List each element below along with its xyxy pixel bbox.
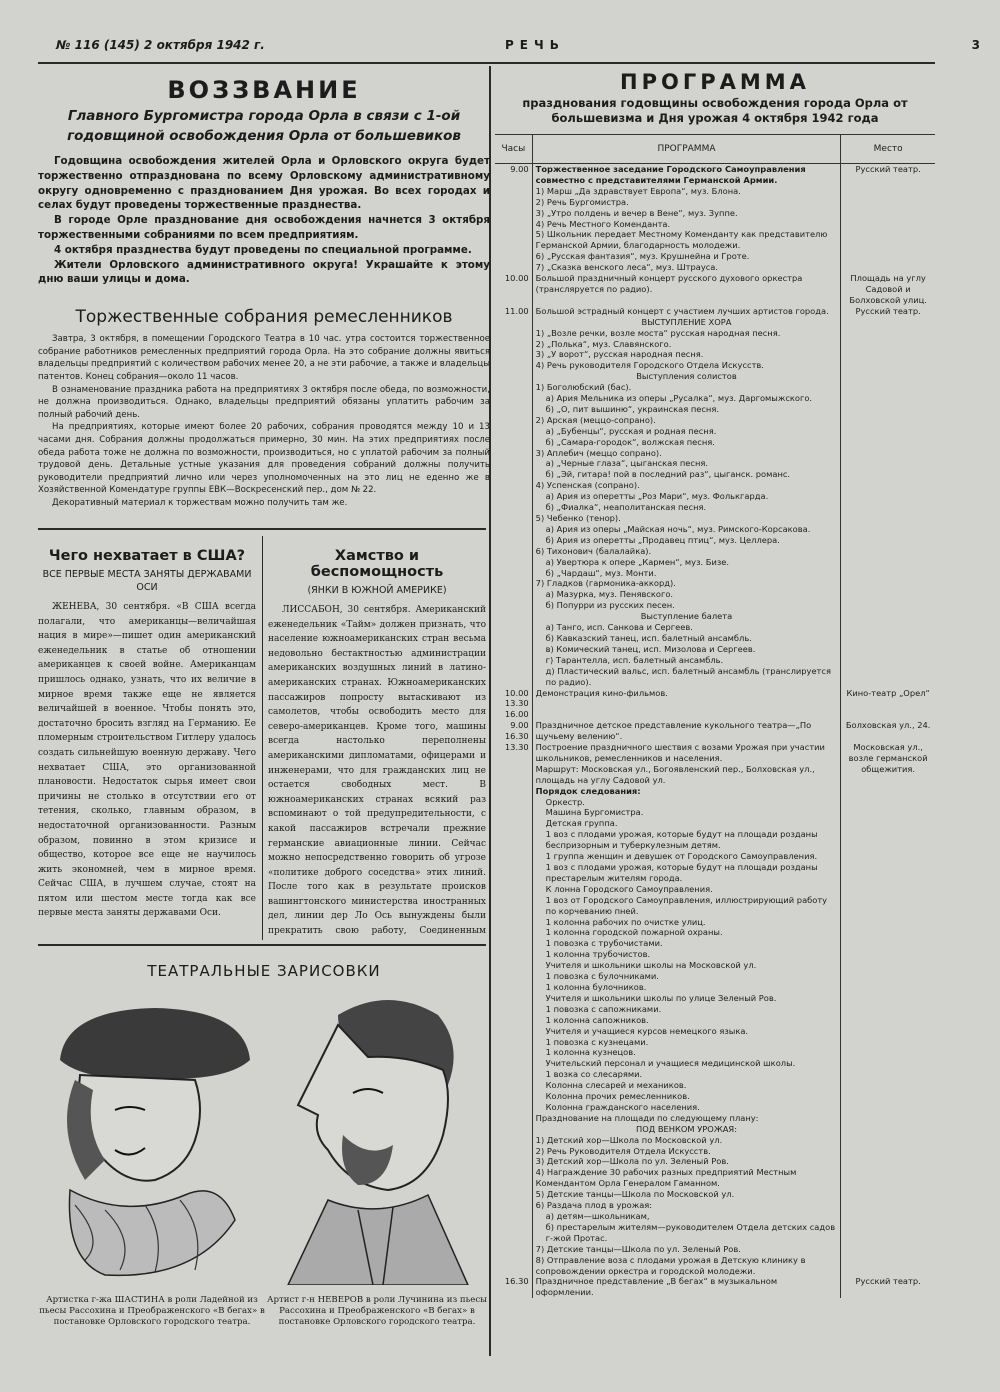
appeal-title: ВОЗЗВАНИЕ (167, 76, 361, 104)
program-line: 1 колонна булочников. (545, 981, 647, 992)
program-time: 16.30 (495, 1276, 532, 1298)
program-line: б) Кавказский танец, исп. балетный ансамбль. (545, 632, 752, 643)
section-rule-2 (38, 944, 486, 946)
usa-title: Чего нехватает в США? (48, 548, 246, 564)
program-place: Площадь на углу Садовой и Болховской улиц. (849, 273, 927, 305)
program-line: 1 повозка с трубочистами. (545, 938, 663, 949)
actress-sketch (45, 990, 260, 1285)
program-line: 4) Награждение 30 рабочих разных предприятий Местным Комендантом Орла Генералом Гаманном. (535, 1167, 797, 1189)
program-line: 1) Марш „Да здравствует Европа“, муз. Блона. (535, 185, 741, 196)
program-line: б) „Фиалка“, неаполитанская песня. (545, 502, 707, 513)
program-line: а) Ария из оперы „Майская ночь“, муз. Римского-Корсакова. (545, 523, 811, 534)
program-line: 7) „Сказка венского леса“, муз. Штрауса. (535, 262, 719, 273)
program-row (495, 688, 935, 721)
program-line: 6) „Русская фантазия“, муз. Крушнейна и Гроте. (535, 251, 750, 262)
appeal-paragraph: Годовщина освобождения жителей Орла и Орловского округа будет торжественно отпразднована по всему Орловскому административному округу одновременно с празднованием Дня урожая. Во всех городах и селах будут проведены торжественные празднества. (38, 155, 490, 212)
program-line: б) „Самара-городок“, волжская песня. (545, 436, 715, 447)
program-place: Русский театр. (855, 164, 921, 174)
sketches-title: ТЕАТРАЛЬНЫЕ ЗАРИСОВКИ (147, 962, 381, 980)
program-line: 4) Успенская (сопрано). (535, 480, 640, 491)
appeal-paragraph: 4 октября празднества будут проведены по специальной программе. (54, 243, 472, 256)
program-line: 4) Речь Местного Коменданта. (535, 218, 671, 229)
program-line: 2) „Полька“, муз. Славянского. (535, 338, 672, 349)
program-row (495, 164, 935, 274)
program-line: 4) Речь руководителя Городского Отдела Искусств. (535, 360, 764, 371)
latam-article (268, 546, 486, 940)
program-line: 3) „Утро полдень и вечер в Вене“, муз. Зуппе. (535, 207, 738, 218)
program-line: 2) Арская (меццо-сопрано). (535, 414, 656, 425)
program-line: Учителя и учащиеся курсов немецкого языка. (545, 1025, 749, 1036)
program-row (495, 306, 935, 688)
program-row (495, 720, 935, 742)
program-line: а) Увертюра к опере „Кармен“, муз. Бизе. (545, 556, 730, 567)
program-line: 3) „У ворот“, русская народная песня. (535, 349, 704, 360)
program-place: Русский театр. (855, 1276, 921, 1287)
program-line: б) „Эй, гитара! пой в последний раз“, цыганск. романс. (545, 469, 791, 480)
program-line: 1 колонна кузнецов. (545, 1047, 636, 1058)
usa-body: ЖЕНЕВА, 30 сентября. «В США всегда полагали, что американцы—величайшая нация в мире»—пишет один американский еженедельник в статье об отношении американцев к своей войне. Американцам пришлось однако, узнать, что их величие в мирное время также еще не является величайшей в военное. Чтобы понять это, достаточно бросить взгляд на Германию. Ее пломерным строительством Гитлеру удалось создать сильнейшую военную державу. Чего нехватает США, это организованной плановости. Недостаток сырья имеет свои причины не столько в отсутствии его от тетения, сколько, главным образом, в недостаточной организованности. Разным образом, повинно в этом кризисе и общество, которое все еще не научилось жить экономней, чем в мирное время. Сейчас США, в лучшем случае, стоят на пятом или шестом месте тогда как все первые места заняты державами Оси. (38, 602, 256, 919)
program-line: Колонна прочих ремесленников. (545, 1091, 690, 1102)
collar-shape (69, 1190, 235, 1275)
program-place: Болховская ул., 24. (845, 720, 931, 731)
program-line: 1 колонна сапожников. (545, 1014, 649, 1025)
section-rule-1 (38, 528, 486, 530)
latam-body: ЛИССАБОН, 30 сентября. Американский еженедельник «Тайм» должен признать, что население южноамериканских стран весьма недовольно бестактностью администрации американских воздушных линий в латино-американских странах. Южноамериканских пассажиров попросту вытаскивают из самолетов, чтобы освободить место для северо-американцев. Кроме того, машины всегда настолько переполнены американскими дипломатами, офицерами и инженерами, что для гражданских лиц не остается свободных мест. В южноамериканских странах всякий раз вспоминают о той предупредительности, с какой пассажиров встречали прежние германские авиационные линии. Сейчас можно непосредственно говорить об угрозе «политике доброго соседства» этих линий. После того как в результате происков вашингтонского министерства иностранных дел, линии дер Ло Ось вынуждены были прекратить свою работу, Соединенным (268, 605, 486, 937)
program-line: 1 воз от Городского Самоуправления, иллюстрирующий работу по корчеванию пней. (545, 894, 828, 916)
program-line: 7) Гладков (гармоника-аккорд). (535, 578, 676, 589)
program-line: 1 воз с плодами урожая, которые будут на площади розданы беспризорным и туберкулезным детям. (545, 829, 818, 851)
program-line: ПОД ВЕНКОМ УРОЖАЯ: (635, 1123, 737, 1134)
latam-title: Хамство и беспомощность (310, 548, 444, 580)
program-line: 5) Школьник передает Местному Коменданту как представителю Германской Армии, благодарность молодежи. (535, 229, 828, 251)
program-line: б) Попурри из русских песен. (545, 600, 675, 611)
program-line: 1 колонна городской пожарной охраны. (545, 927, 723, 938)
program-line: Маршрут: Московская ул., Богоявленский пер., Болховская ул., площадь на углу Садовой ул. (535, 763, 815, 785)
program-line: а) Мазурка, муз. Пенявского. (545, 589, 674, 600)
program-line: 1 колонна трубочистов. (545, 949, 651, 960)
program-title: ПРОГРАММА (620, 70, 810, 94)
page-number: 3 (971, 38, 980, 52)
program-line: Машина Бургомистра. (545, 807, 644, 818)
program-line: 1) Детский хор—Школа по Московской ул. (535, 1134, 723, 1145)
program-line: в) Комический танец, исп. Мизолова и Сергеев. (545, 643, 756, 654)
meetings-paragraph: Декоративный материал к торжествам можно получить там же. (52, 497, 348, 508)
hat-shape (60, 1008, 250, 1079)
program-line: 1 повозка с булочниками. (545, 971, 659, 982)
program-line: Большой праздничный концерт русского духового оркестра (трансляруется по радио). (535, 273, 803, 294)
program-items (532, 720, 841, 742)
program-line: Выступление балета (640, 611, 733, 622)
program-line: Учителя и школьники школы по улице Зеленый Ров. (545, 992, 777, 1003)
left-top-column (38, 70, 490, 525)
col-time-header: Часы (495, 135, 532, 164)
program-line: 8) Отправление воза с плодами урожая в Детскую клинику в сопровождении оркестра и городской молодежи. (535, 1254, 806, 1276)
program-line: 2) Речь Бургомистра. (535, 196, 629, 207)
program-place: Кино-театр „Орел“ (846, 687, 930, 698)
program-line: Учительский персонал и учащиеся медицинской школы. (545, 1058, 796, 1069)
program-line: Выступления солистов (636, 371, 737, 382)
program-time: 10.00 (495, 273, 532, 306)
program-time: 11.00 (495, 306, 532, 688)
program-time: 13.30 (495, 742, 532, 1276)
program-line: Учителя и школьники школы на Московской ул. (545, 960, 757, 971)
program-column (495, 70, 935, 1355)
program-line: Торжественное заседание Городского Самоуправления совместно с представителями Германской Армии. (535, 164, 806, 185)
col-place-header: Место (841, 135, 935, 164)
program-line: б) престарелым жителям—руководителем Отдела детских садов г-жой Протас. (545, 1221, 836, 1243)
program-line: 3) Аплебич (меццо сопрано). (535, 447, 662, 458)
meetings-paragraph: В ознаменование праздника работа на предприятиях 3 октября после обеда, по возможности, не должна производиться. Однако, владельцы предприятий обязаны уплатить рабочим за полный рабочий день. (38, 384, 490, 420)
program-row (495, 1276, 935, 1298)
usa-article (38, 546, 256, 940)
col-program-header: ПРОГРАММА (532, 135, 841, 164)
page-header (40, 38, 980, 58)
program-body (495, 164, 935, 1299)
program-line: а) Танго, исп. Санкова и Сергеев. (545, 622, 693, 633)
program-items (532, 742, 841, 1276)
program-line: а) Ария из оперетты „Роз Мари“, муз. Фолькгарда. (545, 491, 769, 502)
program-line: 1 воз с плодами урожая, которые будут на площади розданы престарелым жителям города. (545, 862, 818, 883)
program-line: 7) Детские танцы—Школа по ул. Зеленый Ров. (535, 1243, 741, 1254)
program-time: 9.00 (495, 164, 532, 274)
program-line: д) Пластический вальс, исп. балетный ансамбль (транслируется по радио). (545, 665, 831, 687)
program-time: 10.00 13.30 16.00 (495, 688, 532, 721)
program-line: Праздничное представление „В бегах“ в музыкальном оформлении. (535, 1276, 778, 1298)
program-row (495, 742, 935, 1276)
program-line: г) Тарантелла, исп. балетный ансамбль. (545, 654, 724, 665)
paper-name: РЕЧЬ (505, 38, 565, 52)
program-line: 1) „Возле речки, возле моста“ русская народная песня. (535, 327, 781, 338)
program-line: Колонна слесарей и механиков. (545, 1080, 687, 1091)
caption-left: Артистка г-жа ШАСТИНА в роли Ладейной из пьесы Рассохина и Преображенского «В бегах» в постановке Орловского городского театра. (39, 1295, 265, 1327)
program-items (532, 273, 841, 306)
actor-sketch (268, 985, 483, 1285)
appeal-subtitle: Главного Бургомистра города Орла в связи с 1-ой годовщиной освобождения Орла от большевиков (67, 108, 461, 144)
program-line: 5) Чебенко (тенор). (535, 513, 621, 523)
program-time: 9.00 16.30 (495, 720, 532, 742)
header-rule (38, 62, 935, 64)
program-place: Московская ул., возле германской общежития. (848, 742, 928, 774)
program-line: Большой эстрадный концерт с участием лучших артистов города. (535, 305, 829, 316)
program-line: б) „Чардаш“, муз. Монти. (545, 567, 657, 578)
program-line: Оркестр. (545, 796, 585, 807)
program-line: б) „О, пит вышиню“, украинская песня. (545, 403, 719, 414)
program-line: а) „Бубенцы“, русская и родная песня. (545, 425, 717, 436)
article-divider (262, 536, 263, 940)
program-line: 1) Боголюбский (бас). (535, 382, 632, 393)
program-line: 1 повозка с сапожниками. (545, 1003, 662, 1014)
program-line: Демонстрация кино-фильмов. (535, 687, 668, 698)
program-line: Построение праздничного шествия с возами Урожая при участии школьников, ремесленников и населения. (535, 742, 825, 763)
program-items (532, 688, 841, 721)
appeal-paragraph: В городе Орле празднование дня освобождения начнется 3 октября торжественными собраниями по всем предприятиям. (38, 214, 490, 241)
program-line: б) Ария из оперетты „Продавец птиц“, муз. Целлера. (545, 534, 780, 545)
program-items (532, 164, 841, 274)
program-line: К лонна Городского Самоуправления. (545, 883, 713, 894)
program-items (532, 1276, 841, 1298)
program-line: 1 повозка с кузнецами. (545, 1036, 649, 1047)
program-line: Праздничное детское представление кукольного театра—„По щучьему велению“. (535, 720, 812, 742)
issue-info: № 116 (145) 2 октября 1942 г. (56, 38, 265, 52)
program-line: 5) Детские танцы—Школа по Московской ул. (535, 1189, 735, 1200)
program-line: Порядок следования: (535, 785, 641, 796)
program-subtitle: празднования годовщины освобождения города Орла от большевизма и Дня урожая 4 октября 1942 года (522, 96, 908, 125)
meetings-paragraph: На предприятиях, которые имеют более 20 рабочих, собрания проводятся между 10 и 13 часами дня. Собрания должны продолжаться примерно, 30 мин. На этих предприятиях после обеда работа тоже не должна по возможности, производиться, но с уплатой рабочим за полный трудовой день. Детальные устные указания для проведения собраний должны получить руководители предприятий лично или через уполномоченных на это лиц не еденно же в Хозяйственной Комендатуре группы ЕВК—Воскресенский пер., дом № 22. (38, 422, 490, 496)
program-line: ВЫСТУПЛЕНИЕ ХОРА (641, 316, 732, 327)
program-items (532, 306, 841, 688)
program-place: Русский театр. (855, 305, 921, 316)
program-line: 1 колонна рабочих по очистке улиц. (545, 916, 706, 927)
program-line: а) Ария Мельника из оперы „Русалка“, муз. Даргомыжского. (545, 393, 813, 404)
program-row (495, 273, 935, 306)
program-line: Колонна гражданского населения. (545, 1101, 700, 1112)
appeal-paragraph: Жители Орловского административного округа! Украшайте к этому дню ваши улицы и дома. (38, 258, 490, 286)
program-line: Празднование на площади по следующему плану: (535, 1112, 759, 1123)
latam-subtitle: (ЯНКИ В ЮЖНОЙ АМЕРИКЕ) (307, 585, 447, 596)
program-line: 3) Детский хор—Школа по ул. Зеленый Ров. (535, 1156, 729, 1167)
program-line: 6) Тихонович (балалайка). (535, 545, 652, 556)
meetings-title: Торжественные собрания ремесленников (75, 307, 453, 328)
usa-subtitle: ВСЕ ПЕРВЫЕ МЕСТА ЗАНЯТЫ ДЕРЖАВАМИ ОСИ (42, 569, 252, 593)
coat-shape (288, 1195, 468, 1285)
program-table (495, 134, 935, 1298)
program-line: а) детям—школьникам, (545, 1211, 650, 1221)
program-line: 6) Раздача плод в урожая: (535, 1200, 653, 1211)
program-line: а) „Черные глаза“, цыганская песня. (545, 458, 709, 469)
program-line: 1 группа женщин и девушек от Городского Самоуправления. (545, 851, 818, 862)
meetings-paragraph: Завтра, 3 октября, в помещении Городского Театра в 10 час. утра состоится торжественное собрание работников ремесленных предприятий города Орла. На это собрание должны явиться владельцы предприятий с количеством рабочих менее 20, а не эти рабочие, а также и владельцы патентов. Конец собрания—около 11 часов. (38, 334, 490, 382)
program-line: 2) Речь Руководителя Отдела Искусств. (535, 1145, 711, 1156)
program-line: Детская группа. (545, 818, 618, 829)
program-line: 1 возка со слесарями. (545, 1069, 643, 1080)
caption-right: Артист г-н НЕВЕРОВ в роли Лучинина из пьесы Рассохина и Преображенского «В бегах» в постановке Орловского городского театра. (266, 1295, 488, 1327)
